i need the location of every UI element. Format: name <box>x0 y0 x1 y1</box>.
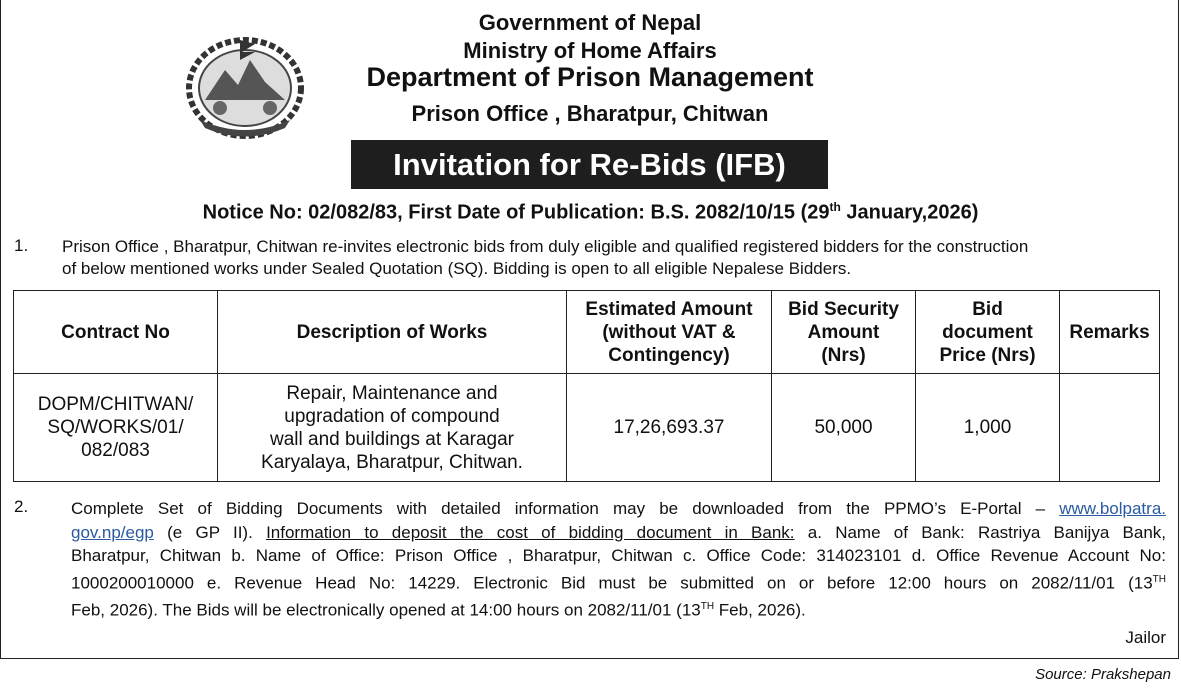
para2-l2-b: a. Name of Bank: Rastriya Banijya Bank, <box>794 522 1167 542</box>
header-department: Department of Prison Management <box>366 62 814 92</box>
cell-desc-l1: Repair, Maintenance and <box>286 382 498 404</box>
ifb-title-banner: Invitation for Re-Bids (IFB) <box>351 140 828 189</box>
bank-info-heading: Information to deposit the cost of bidding document in Bank: <box>266 522 795 542</box>
th-doc-price <box>916 291 1060 374</box>
para2-line3: Bharatpur, Chitwan b. Name of Office: Prison Office , Bharatpur, Chitwan c. Office Code: 314023101 d. Office Revenue Account No: <box>71 546 1166 565</box>
para1-number: 1. <box>14 236 29 255</box>
th-security-l2: Amount <box>807 321 880 343</box>
para2-l4-a: 1000200010000 e. Revenue Head No: 14229. Electronic Bid must be submitted on or before 12:00 hours on 2082/11/01 (13 <box>71 573 1153 593</box>
th-security-l3: (Nrs) <box>821 344 866 366</box>
para2-line5 <box>71 595 1166 622</box>
th-doc-l3: Price (Nrs) <box>939 344 1036 366</box>
th-doc-l2: document <box>942 321 1033 343</box>
para2-l5-a: Feb, 2026). The Bids will be electronically opened at 14:00 hours on 2082/11/01 (13 <box>71 600 701 620</box>
para2-l4-sup: TH <box>1152 573 1166 585</box>
para2-line1 <box>71 497 1166 521</box>
th-remarks: Remarks <box>1060 291 1160 374</box>
th-doc-l1: Bid <box>972 298 1003 320</box>
source-credit: Source: Prakshepan <box>1035 666 1171 683</box>
works-table <box>13 290 1160 482</box>
para2-l1-text: Complete Set of Bidding Documents with detailed information may be downloaded from the PPMO’s E-Portal – <box>71 499 1060 518</box>
para2-l5-sup: TH <box>700 600 715 612</box>
cell-remarks <box>1060 374 1160 482</box>
cell-desc-l4: Karyalaya, Bharatpur, Chitwan. <box>261 451 523 473</box>
header-office: Prison Office , Bharatpur, Chitwan <box>411 101 769 126</box>
para2-l2-a: (e GP II). <box>153 522 267 542</box>
cell-estimated: 17,26,693.37 <box>567 374 772 482</box>
para2 <box>71 497 1166 622</box>
para2-number: 2. <box>14 497 29 516</box>
header-ministry: Ministry of Home Affairs <box>463 38 717 63</box>
signatory: Jailor <box>1125 628 1166 647</box>
para2-line2 <box>71 521 1166 545</box>
notice-sup: th <box>829 200 841 214</box>
para1-line2: of below mentioned works under Sealed Quotation (SQ). Bidding is open to all eligible Nepalese Bidders. <box>62 259 852 278</box>
bolpatra-link[interactable]: www.bolpatra. <box>1059 499 1166 518</box>
notice-main: Notice No: 02/082/83, First Date of Publication: B.S. 2082/10/15 (29 <box>202 201 830 224</box>
table-header-row <box>14 291 1160 374</box>
cell-contract-l1: DOPM/CHITWAN/ <box>37 394 194 415</box>
th-estimated-l3: Contingency) <box>608 344 730 366</box>
th-description: Description of Works <box>218 291 567 374</box>
table-row <box>14 374 1160 482</box>
nepal-emblem-icon <box>180 30 310 140</box>
cell-contract-l3: 082/083 <box>81 440 150 461</box>
cell-contract <box>14 374 218 482</box>
th-security-l1: Bid Security <box>788 298 899 320</box>
cell-desc-l2: upgradation of compound <box>284 405 500 427</box>
th-contract: Contract No <box>14 291 218 374</box>
para2-l5-b: Feb, 2026). <box>714 600 806 620</box>
para2-line4 <box>71 568 1166 595</box>
th-estimated-l1: Estimated Amount <box>585 298 753 320</box>
para1 <box>62 236 1167 280</box>
notice-line <box>0 200 1181 225</box>
cell-description <box>218 374 567 482</box>
cell-contract-l2: SQ/WORKS/01/ <box>47 417 184 438</box>
para1-line1: Prison Office , Bharatpur, Chitwan re-invites electronic bids from duly eligible and qualified registered bidders for the construction <box>62 237 1029 256</box>
th-estimated <box>567 291 772 374</box>
cell-doc-price: 1,000 <box>916 374 1060 482</box>
cell-security: 50,000 <box>772 374 916 482</box>
notice-tail: January,2026) <box>840 201 979 224</box>
header-government: Government of Nepal <box>478 10 702 35</box>
th-estimated-l2: (without VAT & <box>602 321 736 343</box>
bolpatra-link-cont[interactable]: gov.np/egp <box>71 522 154 542</box>
th-security <box>772 291 916 374</box>
cell-desc-l3: wall and buildings at Karagar <box>270 428 514 450</box>
